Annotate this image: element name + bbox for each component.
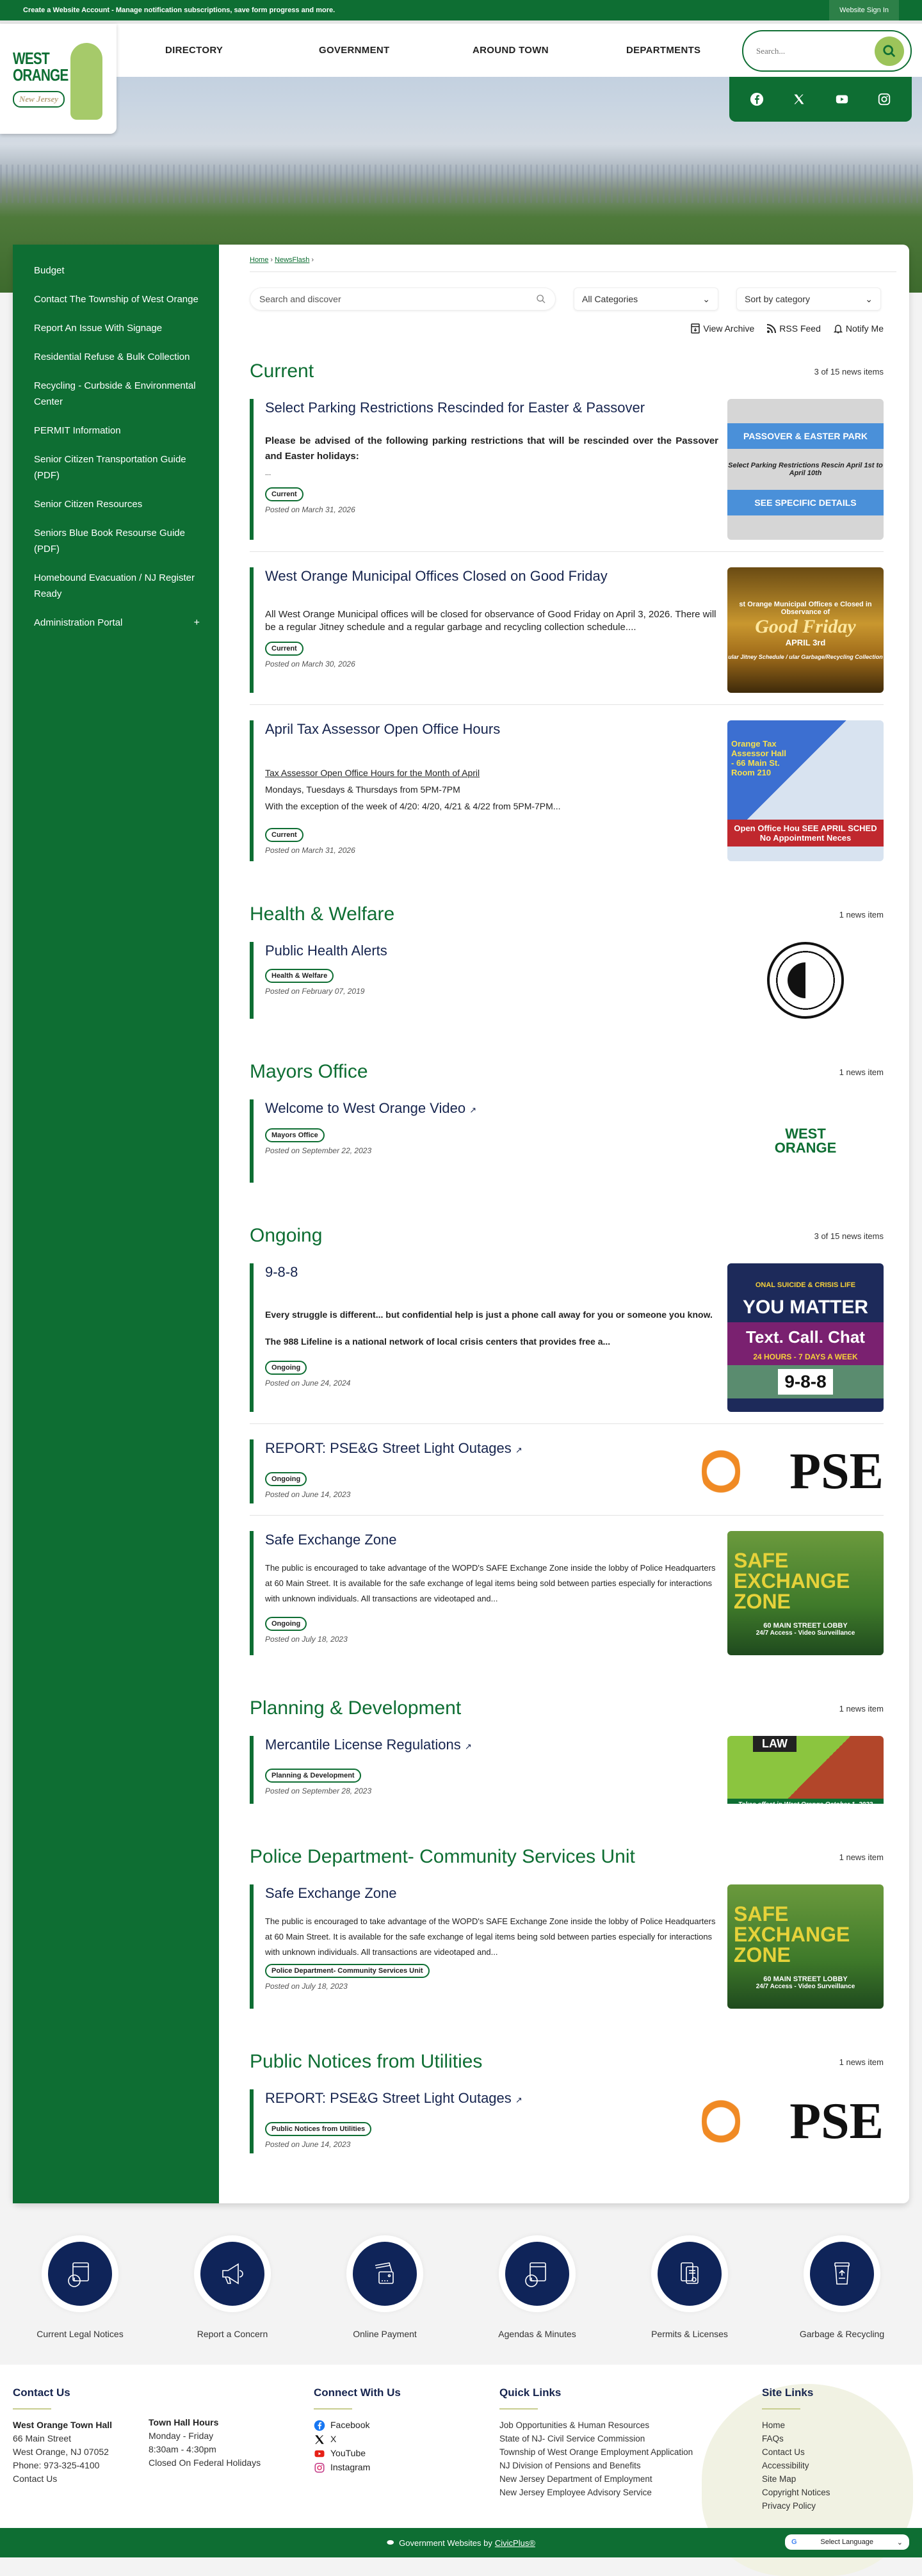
social-links — [729, 77, 912, 122]
create-account-link[interactable]: Create a Website Account - Manage notification subscriptions, save form progress and more. — [23, 6, 336, 14]
news-count: 1 news item — [839, 1067, 884, 1077]
breadcrumb-newsflash[interactable]: NewsFlash — [275, 256, 310, 264]
thumb-text: YOU MATTER — [742, 1296, 869, 1318]
news-title-link[interactable]: Safe Exchange Zone — [265, 1885, 397, 1901]
heading-underline — [762, 2408, 800, 2410]
section-public-notices-utilities — [250, 2050, 896, 2074]
thumb-text: PSE — [789, 2093, 884, 2150]
news-search-input[interactable] — [250, 288, 556, 311]
category-tag[interactable]: Planning & Development — [265, 1769, 361, 1783]
news-title-link[interactable]: Mercantile License Regulations — [265, 1737, 461, 1753]
news-ellipsis: ... — [265, 469, 271, 477]
quick-link[interactable]: State of NJ- Civil Service Commission — [499, 2434, 645, 2443]
posted-date: Posted on September 28, 2023 — [265, 1786, 372, 1795]
external-link-icon: ↗ — [515, 1445, 522, 1455]
contact-street: 66 Main Street — [13, 2433, 72, 2443]
site-search — [742, 30, 912, 72]
sidebar-item-label: Recycling - Curbside & Environmental Center — [34, 380, 196, 407]
news-thumbnail[interactable] — [727, 1884, 884, 2009]
quick-link-label: Online Payment — [353, 2329, 417, 2339]
site-search-input[interactable] — [756, 46, 865, 56]
section-health-welfare — [250, 902, 896, 927]
site-link[interactable]: Home — [762, 2420, 786, 2430]
footer-heading: Site Links — [762, 2386, 814, 2399]
news-summary: The public is encouraged to take advantage of the WOPD's SAFE Exchange Zone inside the lobby of Police Headquarters at 60 Main Street. It is available for the safe exchange of legal items being sold between parties especially for interactions with unknown individuals. All transactions are videotaped and... — [265, 1916, 716, 1957]
external-link-icon: ↗ — [515, 2095, 522, 2105]
heading-underline — [314, 2408, 352, 2410]
posted-date: Posted on March 31, 2026 — [265, 846, 355, 855]
hours-note: Closed On Federal Holidays — [149, 2458, 261, 2468]
sidebar-item-label: Budget — [34, 265, 65, 276]
thumb-text: 24 HOURS - 7 DAYS A WEEK — [727, 1352, 884, 1365]
chevron-down-icon: ⌄ — [865, 293, 873, 304]
sidebar-item-contact-township[interactable] — [13, 285, 219, 314]
sidebar-item-permit[interactable] — [13, 416, 219, 445]
section-planning-development — [250, 1696, 896, 1721]
sidebar-item-report-signage[interactable] — [13, 314, 219, 343]
footer-youtube-link[interactable] — [314, 2447, 499, 2460]
language-select[interactable] — [785, 2534, 909, 2550]
site-link[interactable]: Privacy Policy — [762, 2501, 816, 2511]
news-title-link[interactable]: Public Health Alerts — [265, 943, 387, 959]
category-tag[interactable]: Current — [265, 828, 303, 842]
x-icon[interactable] — [789, 90, 809, 109]
sidebar-item-label: Report An Issue With Signage — [34, 323, 163, 334]
thumb-text: ONAL SUICIDE & CRISIS LIFE — [727, 1277, 884, 1293]
site-link[interactable]: Copyright Notices — [762, 2488, 830, 2497]
news-thumbnail[interactable] — [727, 720, 884, 861]
quick-link-label: Permits & Licenses — [651, 2329, 728, 2339]
youtube-icon[interactable] — [832, 90, 852, 109]
civicplus-icon: ⬬ — [387, 2538, 394, 2547]
site-link[interactable]: Site Map — [762, 2474, 797, 2484]
rss-feed-link[interactable] — [767, 323, 821, 334]
nav-government[interactable]: GOVERNMENT — [319, 45, 390, 56]
breadcrumb — [250, 256, 896, 272]
news-count: 3 of 15 news items — [814, 1231, 884, 1241]
quick-link[interactable]: New Jersey Employee Advisory Service — [499, 2488, 652, 2497]
sidebar-item-label: PERMIT Information — [34, 425, 121, 436]
contact-name: West Orange Town Hall — [13, 2420, 113, 2430]
contact-phone: Phone: 973-325-4100 — [13, 2460, 100, 2470]
footer-x-link[interactable] — [314, 2433, 499, 2446]
news-thumbnail[interactable] — [727, 1736, 884, 1808]
thumb-text: 60 MAIN STREET LOBBY — [763, 1975, 848, 1983]
thumb-text: SAFE EXCHANGE ZONE — [734, 1902, 850, 1966]
news-search-placeholder: Search and discover — [259, 294, 341, 304]
news-thumbnail[interactable] — [727, 567, 884, 693]
rss-feed-label: RSS Feed — [779, 323, 821, 334]
posted-date: Posted on July 18, 2023 — [265, 1982, 348, 1991]
quick-link[interactable]: Township of West Orange Employment Application — [499, 2447, 693, 2457]
youtube-icon — [314, 2448, 325, 2459]
top-announcement-bar — [0, 0, 922, 20]
quick-link[interactable]: Job Opportunities & Human Resources — [499, 2420, 650, 2430]
news-thumbnail[interactable] — [727, 2089, 884, 2153]
quick-link-legal-notices[interactable] — [35, 2235, 125, 2339]
wallet-card-icon — [370, 2259, 400, 2288]
news-thumbnail[interactable] — [727, 1099, 884, 1183]
quick-link-permits-licenses[interactable] — [645, 2235, 734, 2339]
news-count: 1 news item — [839, 909, 884, 919]
sidebar-item-senior-resources[interactable] — [13, 490, 219, 519]
news-thumbnail[interactable] — [727, 1531, 884, 1655]
news-summary-heading: Tax Assessor Open Office Hours for the Month of April — [265, 768, 480, 778]
sidebar-item-budget[interactable] — [13, 256, 219, 285]
quick-link-label: Report a Concern — [197, 2329, 268, 2339]
category-tag[interactable]: Ongoing — [265, 1617, 307, 1631]
quick-link-report-concern[interactable] — [188, 2235, 277, 2339]
site-link[interactable]: Accessibility — [762, 2461, 809, 2470]
news-title-link[interactable]: 9-8-8 — [265, 1264, 298, 1280]
category-select[interactable] — [574, 288, 718, 311]
facebook-icon[interactable] — [747, 90, 766, 109]
social-label: X — [330, 2434, 337, 2444]
section-title: Police Department- Community Services Unit — [250, 1846, 635, 1867]
category-value: All Categories — [582, 294, 638, 304]
facebook-icon — [314, 2420, 325, 2431]
notify-me-label: Notify Me — [845, 323, 884, 334]
section-police-community-services — [250, 1845, 896, 1869]
section-ongoing — [250, 1224, 896, 1248]
news-title-link[interactable]: REPORT: PSE&G Street Light Outages — [265, 1440, 512, 1456]
thumb-text: 9-8-8 — [778, 1369, 832, 1395]
news-summary: Every struggle is different... but confidential help is just a phone call away for you or someone you know. — [265, 1309, 713, 1320]
x-icon — [314, 2434, 325, 2445]
chevron-down-icon: ⌄ — [896, 2538, 903, 2547]
social-label: Instagram — [330, 2462, 371, 2472]
category-tag[interactable]: Ongoing — [265, 1361, 307, 1375]
footer-quick-links — [499, 2386, 762, 2513]
search-icon[interactable] — [536, 294, 546, 304]
news-title-link[interactable]: REPORT: PSE&G Street Light Outages — [265, 2090, 512, 2106]
news-item — [250, 1263, 884, 1424]
news-title-link[interactable]: Welcome to West Orange Video — [265, 1100, 466, 1116]
category-tag[interactable]: Current — [265, 487, 303, 501]
thumb-text: ORANGE — [774, 1140, 837, 1156]
news-title-link[interactable]: Select Parking Restrictions Rescinded for Easter & Passover — [265, 400, 645, 416]
posted-date: Posted on July 18, 2023 — [265, 1635, 348, 1644]
news-thumbnail[interactable] — [727, 399, 884, 540]
logo-emblem-icon — [70, 43, 102, 120]
thumb-text: SAFE EXCHANGE ZONE — [734, 1548, 850, 1613]
news-item — [250, 1884, 884, 2020]
posted-date: Posted on February 07, 2019 — [265, 987, 365, 996]
footer-instagram-link[interactable] — [314, 2461, 499, 2474]
footer-heading: Connect With Us — [314, 2386, 401, 2399]
posted-date: Posted on September 22, 2023 — [265, 1146, 372, 1155]
quick-link-online-payment[interactable] — [340, 2235, 430, 2339]
sidebar-item-homebound[interactable] — [13, 563, 219, 608]
news-thumbnail[interactable] — [727, 1263, 884, 1412]
language-label: Select Language — [820, 2538, 873, 2546]
news-item — [250, 720, 884, 873]
search-icon — [882, 44, 896, 58]
recycle-bin-icon — [827, 2259, 857, 2288]
view-archive-link[interactable] — [691, 323, 754, 334]
thumb-text: Select Parking Restrictions Rescin April 1st to April 10th — [728, 462, 883, 477]
news-summary-line: With the exception of the week of 4/20: 4/20, 4/21 & 4/22 from 5PM-7PM... — [265, 801, 561, 811]
social-label: YouTube — [330, 2448, 366, 2458]
section-mayors-office — [250, 1060, 896, 1084]
health-department-seal-icon — [767, 942, 844, 1019]
category-tag[interactable]: Mayors Office — [265, 1128, 325, 1142]
heading-underline — [499, 2408, 538, 2410]
thumb-text: Open Office Hou SEE APRIL SCHED No Appointment Neces — [727, 820, 884, 847]
thumb-text: 60 MAIN STREET LOBBY — [763, 1621, 848, 1630]
thumb-text: SEE SPECIFIC DETAILS — [727, 490, 884, 515]
news-title-link[interactable]: Safe Exchange Zone — [265, 1532, 397, 1548]
sidebar-item-label: Homebound Evacuation / NJ Register Ready — [34, 572, 195, 599]
news-count: 3 of 15 news items — [814, 366, 884, 377]
sidebar-item-label: Senior Citizen Resources — [34, 499, 143, 510]
footer-heading: Quick Links — [499, 2386, 562, 2399]
sidebar-item-label: Residential Refuse & Bulk Collection — [34, 352, 190, 362]
google-icon: G — [791, 2538, 797, 2546]
news-summary: The public is encouraged to take advantage of the WOPD's SAFE Exchange Zone inside the lobby of Police Headquarters at 60 Main Street. It is available for the safe exchange of legal items being sold between parties especially for interactions with unknown individuals. All transactions are videotaped and... — [265, 1563, 716, 1603]
news-item — [250, 1099, 884, 1194]
category-tag[interactable]: Public Notices from Utilities — [265, 2122, 371, 2136]
news-summary-line: Mondays, Tuesdays & Thursdays from 5PM-7PM — [265, 784, 460, 795]
sidebar-item-senior-transport[interactable] — [13, 445, 219, 490]
category-tag[interactable]: Health & Welfare — [265, 969, 334, 983]
news-summary: All West Orange Municipal offices will be closed for observance of Good Friday on April 3, 2026. There will be a regular Jitney schedule and a regular garbage and recycling collection schedule.... — [265, 609, 716, 633]
section-title: Mayors Office — [250, 1061, 368, 1082]
category-tag[interactable]: Current — [265, 642, 303, 656]
logo-script: New Jersey — [13, 91, 65, 108]
news-summary: Please be advised of the following parking restrictions that will be rescinded over the Passover and Easter holidays: — [265, 435, 718, 462]
footer-site-links — [762, 2386, 890, 2513]
logo-west: WEST — [13, 49, 49, 68]
website-sign-in-button[interactable]: Website Sign In — [829, 0, 899, 20]
pseg-sun-icon — [702, 2093, 740, 2150]
news-thumbnail[interactable] — [727, 942, 884, 1019]
footer-connect — [314, 2386, 499, 2513]
sidebar-item-label: Administration Portal — [34, 617, 123, 628]
news-actions — [250, 323, 896, 334]
breadcrumb-home[interactable]: Home — [250, 256, 269, 264]
nav-departments[interactable]: DEPARTMENTS — [626, 45, 701, 56]
instagram-icon[interactable] — [875, 90, 894, 109]
posted-date: Posted on June 14, 2023 — [265, 1490, 351, 1499]
sidebar-item-blue-book[interactable] — [13, 519, 219, 563]
external-link-icon: ↗ — [464, 1742, 472, 1751]
thumb-text: Orange Tax Assessor Hall - 66 Main St. Room 210 — [731, 739, 786, 777]
news-item — [250, 2089, 884, 2165]
news-item — [250, 399, 884, 552]
quick-link-agendas-minutes[interactable] — [492, 2235, 582, 2339]
instagram-icon — [314, 2462, 325, 2474]
hours-days: Monday - Friday — [149, 2431, 214, 2441]
posted-date: Posted on June 24, 2024 — [265, 1379, 351, 1388]
civicplus-text: Government Websites by — [399, 2538, 492, 2548]
site-link[interactable]: Contact Us — [762, 2447, 805, 2457]
bottom-bar — [0, 2528, 922, 2557]
hours-title: Town Hall Hours — [149, 2417, 219, 2427]
posted-date: Posted on March 30, 2026 — [265, 660, 355, 668]
search-button[interactable] — [875, 36, 904, 66]
filter-bar — [250, 288, 896, 311]
thumb-text: PASSOVER & EASTER PARK — [727, 423, 884, 449]
footer-facebook-link[interactable] — [314, 2418, 499, 2432]
logo-orange: ORANGE — [13, 65, 69, 85]
news-title-link[interactable]: West Orange Municipal Offices Closed on Good Friday — [265, 568, 608, 584]
hours-time: 8:30am - 4:30pm — [149, 2444, 216, 2454]
quick-link-label: Garbage & Recycling — [799, 2329, 885, 2339]
page-content — [13, 245, 909, 2203]
contact-us-link[interactable]: Contact Us — [13, 2474, 58, 2484]
news-thumbnail[interactable] — [727, 1439, 884, 1503]
sort-select[interactable] — [736, 288, 881, 311]
thumb-text: 24/7 Access - Video Surveillance — [756, 1982, 855, 1990]
sidebar-item-label: Seniors Blue Book Resourse Guide (PDF) — [34, 528, 185, 555]
news-summary: The 988 Lifeline is a national network of local crisis centers that provides free a... — [265, 1336, 611, 1347]
skyline-image — [0, 165, 922, 203]
quick-link-label: Current Legal Notices — [36, 2329, 124, 2339]
sidebar-item-refuse-bulk[interactable] — [13, 343, 219, 371]
quick-link-garbage-recycling[interactable] — [797, 2235, 887, 2339]
thumb-text: Text. Call. Chat — [727, 1322, 884, 1352]
sidebar-item-label: Contact The Township of West Orange — [34, 294, 198, 305]
quick-link[interactable]: New Jersey Department of Employment — [499, 2474, 652, 2484]
certificate-icon — [675, 2259, 704, 2288]
social-label: Facebook — [330, 2420, 370, 2430]
news-title-link[interactable]: April Tax Assessor Open Office Hours — [265, 721, 501, 737]
posted-date: Posted on March 31, 2026 — [265, 505, 355, 514]
thumb-text: PSE — [789, 1443, 884, 1500]
news-count: 1 news item — [839, 1703, 884, 1713]
nav-directory[interactable]: DIRECTORY — [165, 45, 223, 56]
quick-link-label: Agendas & Minutes — [498, 2329, 576, 2339]
thumb-text: Good Friday — [755, 615, 856, 637]
section-title: Planning & Development — [250, 1697, 462, 1719]
sidebar — [13, 245, 219, 2203]
thumb-text: 24/7 Access - Video Surveillance — [756, 1629, 855, 1637]
news-item — [250, 1439, 884, 1516]
expand-plus-icon[interactable]: + — [193, 617, 200, 628]
breadcrumb-sep: › — [270, 256, 273, 264]
thumb-text: LAW — [753, 1736, 797, 1752]
thumb-text: st Orange Municipal Offices e Closed in Observance of — [739, 600, 872, 616]
main-content — [219, 245, 909, 2203]
megaphone-icon — [218, 2259, 247, 2288]
bell-icon — [834, 323, 843, 334]
news-count: 1 news item — [839, 2057, 884, 2067]
section-title: Ongoing — [250, 1225, 323, 1246]
external-link-icon: ↗ — [469, 1105, 477, 1115]
pseg-sun-icon — [702, 1443, 740, 1500]
contact-city: West Orange, NJ 07052 — [13, 2447, 109, 2457]
footer-heading: Contact Us — [13, 2386, 70, 2399]
section-current — [250, 359, 896, 384]
view-archive-label: View Archive — [703, 323, 755, 334]
heading-underline — [13, 2408, 51, 2410]
thumb-text: WEST — [785, 1126, 826, 1142]
site-link[interactable]: FAQs — [762, 2434, 784, 2443]
posted-date: Posted on June 14, 2023 — [265, 2140, 351, 2149]
section-title: Health & Welfare — [250, 903, 395, 925]
news-item — [250, 567, 884, 705]
thumb-text: Takes effect in West Orange October 1, 2023 — [727, 1799, 884, 1804]
section-title: Current — [250, 360, 314, 382]
archive-icon — [691, 323, 700, 334]
sidebar-item-recycling[interactable] — [13, 371, 219, 416]
news-item — [250, 942, 884, 1030]
sidebar-item-admin-portal[interactable] — [13, 608, 219, 637]
calendar-clock-icon — [522, 2259, 552, 2288]
quick-links-bar — [0, 2203, 922, 2365]
chevron-down-icon: ⌄ — [702, 293, 710, 304]
breadcrumb-sep: › — [311, 256, 314, 264]
category-tag[interactable]: Police Department- Community Services Unit — [265, 1964, 430, 1978]
calendar-clock-icon — [65, 2259, 95, 2288]
category-tag[interactable]: Ongoing — [265, 1472, 307, 1486]
site-footer — [0, 2365, 922, 2528]
nav-around-town[interactable]: AROUND TOWN — [473, 45, 549, 56]
notify-me-link[interactable] — [834, 323, 884, 334]
footer-hours — [149, 2386, 314, 2513]
footer-contact — [13, 2386, 149, 2513]
thumb-text: ular Jitney Schedule / ular Garbage/Recycling Collection — [728, 653, 883, 660]
news-item — [250, 1531, 884, 1667]
section-title: Public Notices from Utilities — [250, 2051, 483, 2072]
thumb-text: APRIL 3rd — [785, 637, 826, 647]
news-item — [250, 1736, 884, 1815]
sidebar-item-label: Senior Citizen Transportation Guide (PDF) — [34, 454, 186, 481]
rss-icon — [767, 324, 776, 333]
quick-link[interactable]: NJ Division of Pensions and Benefits — [499, 2461, 641, 2470]
site-logo[interactable] — [0, 24, 117, 134]
news-count: 1 news item — [839, 1852, 884, 1862]
sort-value: Sort by category — [745, 294, 810, 304]
civicplus-link[interactable]: CivicPlus® — [494, 2538, 535, 2548]
